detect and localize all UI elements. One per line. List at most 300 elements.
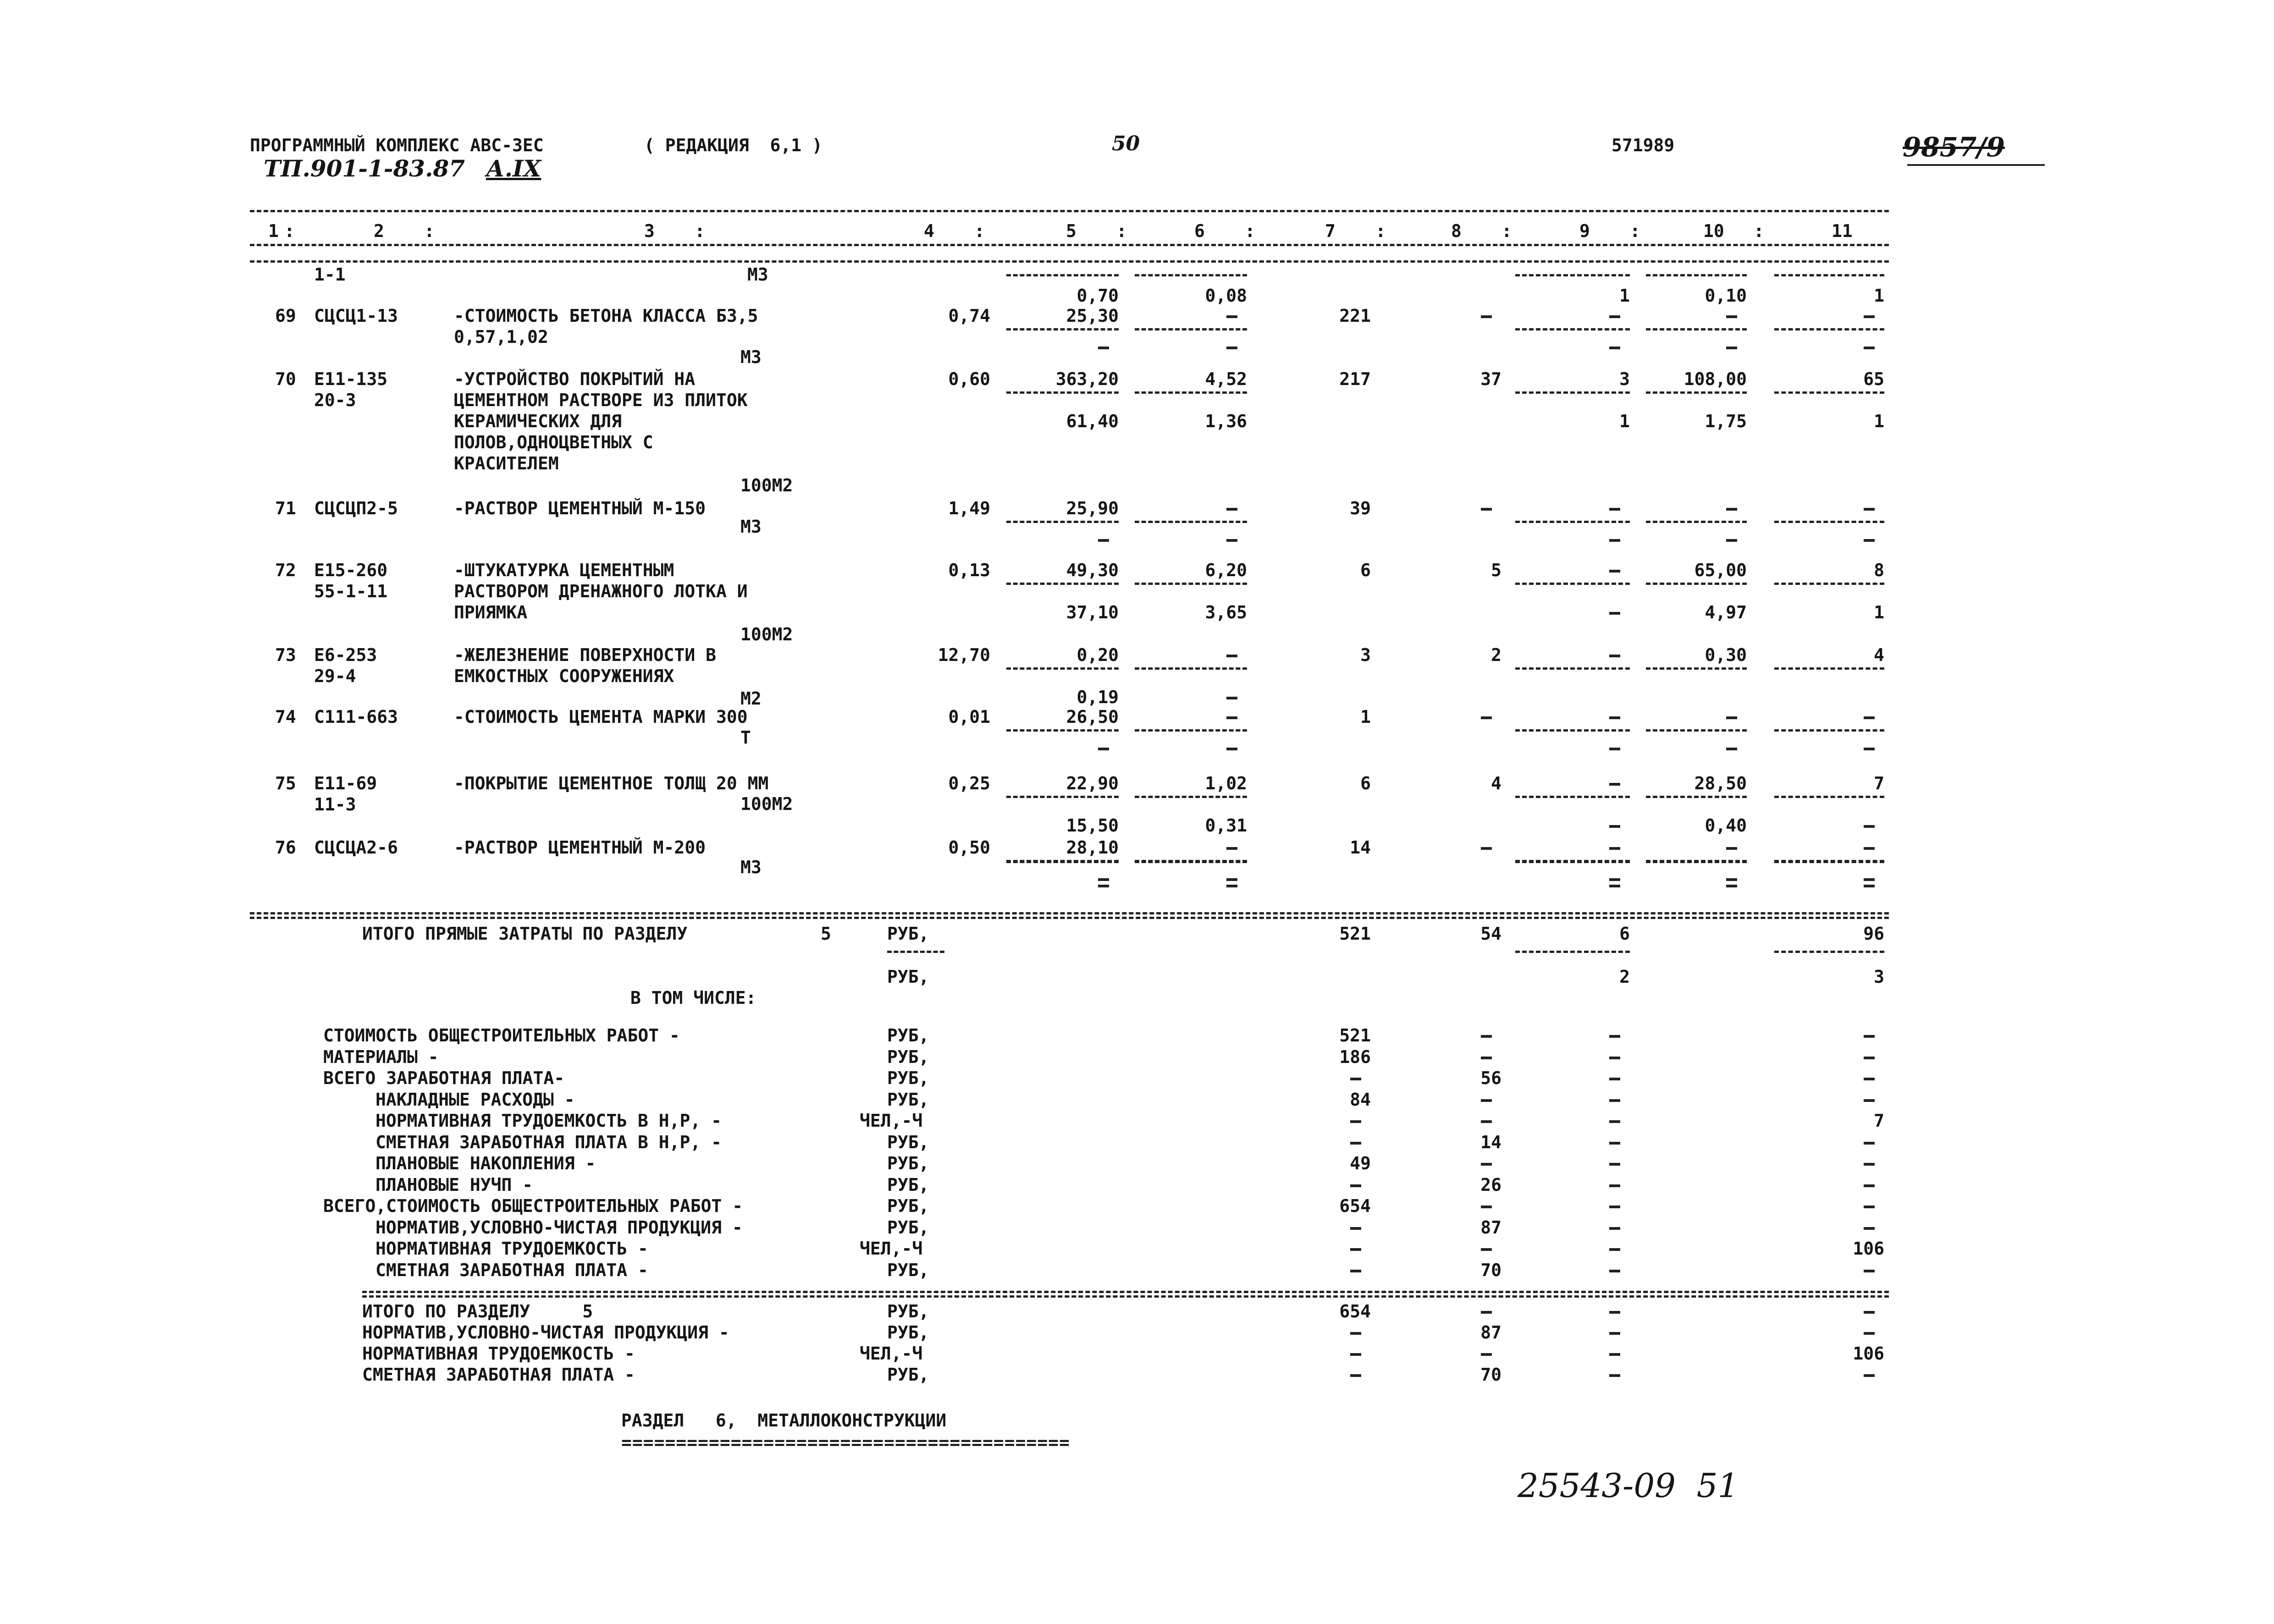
summary-c7 — [1350, 1120, 1361, 1123]
cell-c6: 0,08 — [1205, 286, 1247, 306]
cell-c11-second — [1864, 539, 1875, 542]
cell-c5: 28,10 — [1066, 837, 1119, 858]
column-separator: : — [1116, 221, 1127, 241]
row-number: 73 — [275, 645, 296, 665]
column-header-2: 2 — [374, 221, 384, 241]
summary-label: НАКЛАДНЫЕ РАСХОДЫ - — [375, 1089, 575, 1110]
cell-c7: 6 — [1360, 773, 1371, 793]
column-header-1: 1 — [268, 221, 279, 241]
cell-c5-second — [1098, 748, 1109, 750]
cell-c6: 4,52 — [1205, 369, 1247, 389]
cell-c10 — [1726, 508, 1737, 511]
document-code: 571989 — [1612, 135, 1675, 155]
section-total-c9 — [1609, 1353, 1620, 1356]
cell-rule — [1515, 328, 1630, 330]
summary-c11 — [1864, 1142, 1875, 1145]
cell-c4: 12,70 — [938, 645, 990, 665]
summary-c11 — [1864, 1035, 1875, 1038]
cell-c11: 7 — [1874, 773, 1884, 793]
cell-c5: 363,20 — [1055, 369, 1119, 389]
summary-label: СМЕТНАЯ ЗАРАБОТНАЯ ПЛАТА - — [375, 1260, 648, 1280]
row-code: Е15-260 — [314, 560, 388, 580]
section-total-label: ИТОГО ПО РАЗДЕЛУ 5 — [362, 1301, 593, 1321]
row-number: 69 — [275, 306, 296, 326]
cell-c6 — [1226, 716, 1237, 719]
summary-label: ВСЕГО,СТОИМОСТЬ ОБЩЕСТРОИТЕЛЬНЫХ РАБОТ - — [323, 1196, 743, 1216]
row-code: Е11-69 — [314, 773, 377, 793]
section-total-label: НОРМАТИВ,УСЛОВНО-ЧИСТАЯ ПРОДУКЦИЯ - — [362, 1322, 729, 1343]
header-rule-bottom-2 — [250, 260, 1889, 263]
row-number: 74 — [275, 707, 296, 727]
row-unit: М3 — [740, 517, 762, 537]
cell-c10 — [1726, 716, 1737, 719]
cell-c9-second — [1609, 347, 1620, 349]
summary-c9 — [1609, 1270, 1620, 1272]
column-header-7: 7 — [1325, 221, 1336, 241]
cell-dash — [1609, 885, 1620, 887]
totals-direct-section: 5 — [821, 924, 831, 944]
column-separator: : — [1501, 221, 1512, 241]
cell-c9 — [1609, 570, 1620, 573]
section-total-c7 — [1350, 1353, 1361, 1356]
cell-rule — [1006, 521, 1119, 523]
cell-c9-second — [1609, 748, 1620, 750]
cell-dash — [1864, 885, 1875, 887]
section-total-rule-2 — [362, 1295, 1889, 1298]
cell-rule — [1774, 274, 1884, 276]
row-description-line: -РАСТВОР ЦЕМЕНТНЫЙ М-200 — [454, 837, 706, 858]
row-description-line: -РАСТВОР ЦЕМЕНТНЫЙ М-150 — [454, 498, 706, 518]
row-unit: М3 — [740, 857, 762, 877]
cell-rule — [1135, 391, 1247, 394]
cell-c4: 1,49 — [948, 498, 990, 518]
cell-c10-second — [1726, 539, 1737, 542]
cell-rule — [1515, 274, 1630, 276]
next-section-underline: ========================================= — [621, 1432, 1070, 1453]
section-total-c11 — [1864, 1311, 1875, 1314]
summary-c11 — [1864, 1206, 1875, 1208]
cell-c10-second: 1,75 — [1705, 411, 1747, 431]
row-description-line: ПРИЯМКА — [454, 602, 528, 622]
section-total-c11: 106 — [1853, 1343, 1884, 1364]
cell-c6: 6,20 — [1205, 560, 1247, 580]
cell-rule — [1135, 274, 1247, 276]
cell-c6 — [1226, 315, 1237, 318]
cell-c6-second: 1,36 — [1205, 411, 1247, 431]
cell-rule — [1006, 861, 1119, 863]
summary-c9 — [1609, 1206, 1620, 1208]
summary-label: НОРМАТИВ,УСЛОВНО-ЧИСТАЯ ПРОДУКЦИЯ - — [375, 1217, 743, 1238]
cell-rule — [1646, 796, 1747, 798]
section-total-c8: 70 — [1480, 1365, 1501, 1385]
summary-c11 — [1864, 1078, 1875, 1080]
summary-c11 — [1864, 1270, 1875, 1272]
cell-c7: 39 — [1350, 498, 1371, 518]
column-header-4: 4 — [924, 221, 934, 241]
cell-c9 — [1609, 508, 1620, 511]
summary-c7: 521 — [1339, 1025, 1371, 1046]
cell-c11-second — [1864, 825, 1875, 828]
cell-c9 — [1609, 847, 1620, 850]
cell-c9-second — [1609, 825, 1620, 828]
column-header-5: 5 — [1066, 221, 1076, 241]
cell-c7: 1 — [1360, 707, 1371, 727]
cell-rule — [1646, 729, 1747, 732]
section-total-c9 — [1609, 1332, 1620, 1335]
cell-rule — [1646, 521, 1747, 523]
cell-rule — [1515, 729, 1630, 732]
cell-rule — [1774, 391, 1884, 394]
summary-c11 — [1864, 1099, 1875, 1102]
summary-c9 — [1609, 1035, 1620, 1038]
summary-c9 — [1609, 1120, 1620, 1123]
cell-c4: 0,74 — [948, 306, 990, 326]
cell-rule — [1006, 667, 1119, 670]
row-description-line: КРАСИТЕЛЕМ — [454, 453, 559, 473]
album-label: А.IX — [486, 155, 541, 182]
cell-c8 — [1481, 716, 1492, 719]
cell-c4: 0,60 — [948, 369, 990, 389]
cell-c7: 221 — [1339, 306, 1371, 326]
cell-rule — [1646, 274, 1747, 276]
row-unit: М3 — [747, 264, 768, 285]
row-number: 75 — [275, 773, 296, 793]
row-unit: 100М2 — [740, 794, 793, 814]
cell-c11: 1 — [1874, 286, 1884, 306]
summary-c8: 56 — [1480, 1068, 1501, 1088]
program-title: ПРОГРАММНЫЙ КОМПЛЕКС АВС-3ЕС — [250, 135, 544, 155]
section-total-c7 — [1350, 1374, 1361, 1377]
cell-c5-second — [1098, 539, 1109, 542]
totals-c9-second: 2 — [1619, 967, 1630, 987]
cell-c8 — [1481, 508, 1492, 511]
cell-rule — [1515, 521, 1630, 523]
summary-c11 — [1864, 1163, 1875, 1166]
cell-c9 — [1609, 716, 1620, 719]
summary-label: НОРМАТИВНАЯ ТРУДОЕМКОСТЬ В Н,Р, - — [375, 1111, 722, 1131]
summary-c11 — [1864, 1057, 1875, 1059]
cell-c11 — [1864, 315, 1875, 318]
totals-c7: 521 — [1339, 924, 1371, 944]
cell-rule — [1774, 667, 1884, 670]
cell-c5: 25,30 — [1066, 306, 1119, 326]
cell-c5: 49,30 — [1066, 560, 1119, 580]
cell-c8: 37 — [1480, 369, 1501, 389]
summary-c8 — [1481, 1163, 1492, 1166]
cell-c6: 1,02 — [1205, 773, 1247, 793]
cell-c10-second — [1726, 878, 1737, 881]
next-section-title: РАЗДЕЛ 6, МЕТАЛЛОКОНСТРУКЦИИ — [621, 1410, 947, 1431]
summary-unit: РУБ, — [887, 1025, 929, 1046]
header-rule-bottom — [250, 244, 1889, 246]
cell-c4: 0,01 — [948, 707, 990, 727]
summary-c7: 49 — [1350, 1153, 1371, 1173]
cell-rule — [1135, 328, 1247, 330]
column-header-3: 3 — [644, 221, 655, 241]
cell-c9-second — [1609, 878, 1620, 881]
summary-c7 — [1350, 1184, 1361, 1187]
cell-c11-second — [1864, 878, 1875, 881]
summary-unit: РУБ, — [887, 1068, 929, 1088]
cell-c10: 65,00 — [1694, 560, 1747, 580]
cell-c6 — [1226, 847, 1237, 850]
section-total-c8 — [1481, 1353, 1492, 1356]
cell-c6-second: 3,65 — [1205, 602, 1247, 622]
cell-rule — [1135, 729, 1247, 732]
summary-c9 — [1609, 1248, 1620, 1251]
cell-c6-second: 0,31 — [1205, 815, 1247, 836]
row-description-line: -ШТУКАТУРКА ЦЕМЕНТНЫМ — [454, 560, 674, 580]
cell-rule — [1646, 667, 1747, 670]
cell-c6-second — [1226, 539, 1237, 542]
summary-c8 — [1481, 1057, 1492, 1059]
cell-c9 — [1609, 655, 1620, 657]
cell-c10-second — [1726, 347, 1737, 349]
cell-rule — [1135, 667, 1247, 670]
cell-rule — [1135, 861, 1247, 863]
section-total-c7 — [1350, 1332, 1361, 1335]
summary-c9 — [1609, 1163, 1620, 1166]
row-code: С111-663 — [314, 707, 398, 727]
column-separator: : — [1630, 221, 1640, 241]
summary-unit: ЧЕЛ,-Ч — [860, 1111, 923, 1131]
column-separator: : — [1754, 221, 1764, 241]
cell-c10: 108,00 — [1683, 369, 1747, 389]
summary-c8: 70 — [1480, 1260, 1501, 1280]
cell-c5-second — [1098, 347, 1109, 349]
summary-label: СМЕТНАЯ ЗАРАБОТНАЯ ПЛАТА В Н,Р, - — [375, 1132, 722, 1152]
cell-rule — [1774, 328, 1884, 330]
cell-c10-second: 0,40 — [1705, 815, 1747, 836]
row-code-sub: 55-1-11 — [314, 581, 388, 601]
cell-rule — [1646, 583, 1747, 585]
cell-c10-second: 4,97 — [1705, 602, 1747, 622]
row-code: СЦСЦП2-5 — [314, 498, 398, 518]
cell-rule — [1774, 729, 1884, 732]
cell-rule — [1135, 583, 1247, 585]
summary-c11: 106 — [1853, 1239, 1884, 1259]
cell-c10: 0,10 — [1705, 286, 1747, 306]
row-description-line: -УСТРОЙСТВО ПОКРЫТИЙ НА — [454, 369, 695, 389]
doc-reference: ТП.901-1-83.87 — [264, 155, 465, 182]
header-rule-top — [250, 210, 1889, 212]
cell-c11-second: 1 — [1874, 411, 1884, 431]
cell-c11 — [1864, 716, 1875, 719]
row-unit: 100М2 — [740, 475, 793, 495]
cell-rule — [1006, 328, 1119, 330]
row-code: СЦСЦА2-6 — [314, 837, 398, 858]
edition-label: ( РЕДАКЦИЯ 6,1 ) — [644, 135, 822, 155]
cell-rule — [1646, 861, 1747, 863]
row-description-line: -ЖЕЛЕЗНЕНИЕ ПОВЕРХНОСТИ В — [454, 645, 716, 665]
summary-c8 — [1481, 1099, 1492, 1102]
totals-c8: 54 — [1480, 924, 1501, 944]
cell-c9: 1 — [1619, 286, 1630, 306]
cell-c9-second — [1609, 612, 1620, 615]
cell-c10 — [1726, 847, 1737, 850]
cell-c11: 8 — [1874, 560, 1884, 580]
column-separator: : — [1375, 221, 1386, 241]
row-unit: Т — [740, 727, 751, 748]
cell-dash — [1726, 885, 1737, 887]
row-number: 72 — [275, 560, 296, 580]
summary-c9 — [1609, 1099, 1620, 1102]
row-description-line: -СТОИМОСТЬ БЕТОНА КЛАССА Б3,5 — [454, 306, 758, 326]
section-total-rule — [362, 1291, 1889, 1293]
row-unit: М3 — [740, 347, 762, 367]
row-description-line: -ПОКРЫТИЕ ЦЕМЕНТНОЕ ТОЛЩ 20 ММ — [454, 773, 769, 793]
section-total-unit: РУБ, — [887, 1322, 929, 1343]
cell-dash — [1098, 885, 1109, 887]
cell-c11-second — [1864, 748, 1875, 750]
totals-c11: 96 — [1863, 924, 1884, 944]
column-separator: : — [284, 221, 295, 241]
section-total-c8 — [1481, 1311, 1492, 1314]
cell-c5-second: 61,40 — [1066, 411, 1119, 431]
summary-c7 — [1350, 1142, 1361, 1145]
cell-c7: 14 — [1350, 837, 1371, 858]
cell-rule — [1006, 796, 1119, 798]
row-code: Е11-135 — [314, 369, 388, 389]
section-total-label: СМЕТНАЯ ЗАРАБОТНАЯ ПЛАТА - — [362, 1365, 635, 1385]
column-header-11: 11 — [1832, 221, 1853, 241]
summary-c8 — [1481, 1035, 1492, 1038]
summary-c7 — [1350, 1227, 1361, 1230]
cell-c11: 4 — [1874, 645, 1884, 665]
summary-c9 — [1609, 1142, 1620, 1145]
row-description-line: 0,57,1,02 — [454, 327, 548, 347]
cell-rule — [1646, 328, 1747, 330]
summary-c7: 654 — [1339, 1196, 1371, 1216]
cell-c11 — [1864, 847, 1875, 850]
summary-label: ВСЕГО ЗАРАБОТНАЯ ПЛАТА- — [323, 1068, 565, 1088]
column-separator: : — [974, 221, 985, 241]
row-code: Е6-253 — [314, 645, 377, 665]
cell-rule — [1515, 583, 1630, 585]
stamp-underline — [1907, 164, 2045, 166]
summary-unit: РУБ, — [887, 1046, 929, 1067]
cell-c5: 25,90 — [1066, 498, 1119, 518]
cell-c9-second: 1 — [1619, 411, 1630, 431]
cell-c11: 65 — [1863, 369, 1884, 389]
column-separator: : — [695, 221, 705, 241]
cell-c6-second — [1226, 347, 1237, 349]
row-description-line: КЕРАМИЧЕСКИХ ДЛЯ — [454, 411, 622, 431]
row-description-line: -СТОИМОСТЬ ЦЕМЕНТА МАРКИ 300 — [454, 707, 748, 727]
column-header-8: 8 — [1451, 221, 1462, 241]
summary-c8: 14 — [1480, 1132, 1501, 1152]
cell-c5-second: 0,19 — [1076, 687, 1119, 707]
cell-c10-second — [1726, 748, 1737, 750]
cell-rule — [1135, 521, 1247, 523]
summary-c8 — [1481, 1120, 1492, 1123]
summary-c9 — [1609, 1057, 1620, 1059]
cell-rule — [1515, 667, 1630, 670]
cell-c7: 6 — [1360, 560, 1371, 580]
cell-c4: 0,25 — [948, 773, 990, 793]
cell-c4: 0,13 — [948, 560, 990, 580]
cell-c5-second — [1098, 878, 1109, 881]
totals-direct-unit-2: РУБ, — [887, 967, 929, 987]
summary-c7: 186 — [1339, 1046, 1371, 1067]
cell-c5: 0,20 — [1076, 645, 1119, 665]
column-separator: : — [1245, 221, 1255, 241]
cell-c11 — [1864, 508, 1875, 511]
row-description-line: ЕМКОСТНЫХ СООРУЖЕНИЯХ — [454, 666, 674, 686]
cell-c11-second — [1864, 347, 1875, 349]
cell-rule — [1646, 391, 1747, 394]
cell-c5-second: 37,10 — [1066, 602, 1119, 622]
cell-c7: 3 — [1360, 645, 1371, 665]
cell-c5-second: 15,50 — [1066, 815, 1119, 836]
cell-c8 — [1481, 315, 1492, 318]
cell-rule — [1006, 274, 1119, 276]
section-total-label: НОРМАТИВНАЯ ТРУДОЕМКОСТЬ - — [362, 1343, 635, 1364]
cell-c6-second — [1226, 697, 1237, 699]
column-header-9: 9 — [1579, 221, 1590, 241]
section-total-c11 — [1864, 1332, 1875, 1335]
summary-c8: 26 — [1480, 1174, 1501, 1195]
row-code-sub: 20-3 — [314, 390, 356, 410]
cell-rule — [1515, 796, 1630, 798]
section-total-c11 — [1864, 1374, 1875, 1377]
cell-c9 — [1609, 783, 1620, 786]
unit-rule — [887, 951, 944, 953]
cell-c8: 4 — [1491, 773, 1501, 793]
cell-rule — [1774, 521, 1884, 523]
summary-unit: ЧЕЛ,-Ч — [860, 1239, 923, 1259]
cell-rule — [1135, 796, 1247, 798]
cell-rule — [1774, 861, 1884, 863]
section-total-unit: ЧЕЛ,-Ч — [860, 1343, 923, 1364]
summary-c9 — [1609, 1184, 1620, 1187]
row-unit: М2 — [740, 688, 762, 709]
page-number: 50 — [1112, 132, 1140, 155]
summary-unit: РУБ, — [887, 1153, 929, 1173]
summary-c9 — [1609, 1227, 1620, 1230]
row-number: 71 — [275, 498, 296, 518]
totals-direct-unit: РУБ, — [887, 924, 929, 944]
summary-c7 — [1350, 1078, 1361, 1080]
summary-label: НОРМАТИВНАЯ ТРУДОЕМКОСТЬ - — [375, 1239, 648, 1259]
column-header-10: 10 — [1703, 221, 1724, 241]
cell-c8 — [1481, 847, 1492, 850]
summary-label: ПЛАНОВЫЕ НАКОПЛЕНИЯ - — [375, 1153, 596, 1173]
column-separator: : — [424, 221, 435, 241]
summary-unit: РУБ, — [887, 1174, 929, 1195]
totals-direct-label: ИТОГО ПРЯМЫЕ ЗАТРАТЫ ПО РАЗДЕЛУ — [362, 924, 688, 944]
cell-c9-second — [1609, 539, 1620, 542]
cell-dash — [1226, 885, 1237, 887]
cell-c8: 5 — [1491, 560, 1501, 580]
summary-c11: 7 — [1874, 1111, 1884, 1131]
cell-c5: 22,90 — [1066, 773, 1119, 793]
section-total-c7: 654 — [1339, 1301, 1371, 1321]
cell-c6 — [1226, 508, 1237, 511]
summary-label: ПЛАНОВЫЕ НУЧП - — [375, 1174, 533, 1195]
section-total-c9 — [1609, 1374, 1620, 1377]
cell-c8: 2 — [1491, 645, 1501, 665]
section-total-unit: РУБ, — [887, 1365, 929, 1385]
cell-rule — [1774, 796, 1884, 798]
cell-rule — [1515, 951, 1630, 953]
cell-c7: 217 — [1339, 369, 1371, 389]
cell-c10: 0,30 — [1705, 645, 1747, 665]
totals-c9: 6 — [1619, 924, 1630, 944]
cell-c11-second: 1 — [1874, 602, 1884, 622]
handwritten-footer: 25543-09 51 — [1518, 1466, 1739, 1505]
summary-unit: РУБ, — [887, 1132, 929, 1152]
